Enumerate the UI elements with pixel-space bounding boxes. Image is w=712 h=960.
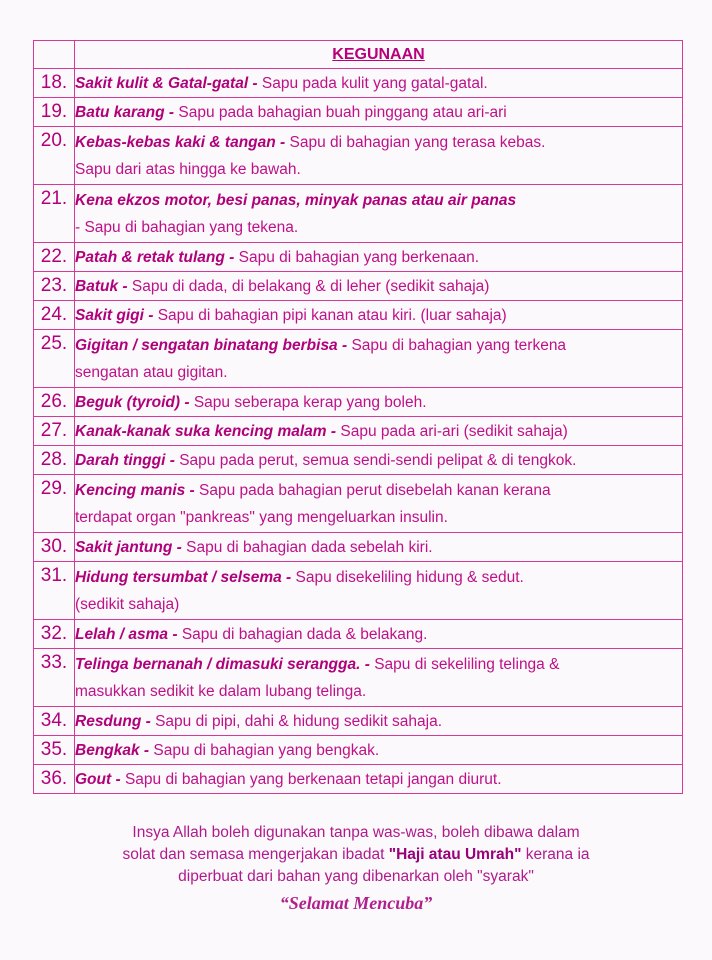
table-row: [34, 388, 683, 417]
row-number: 35.: [34, 736, 75, 765]
row-number: 31.: [34, 562, 75, 620]
footer-line-2: [0, 844, 712, 866]
table-row: [34, 330, 683, 388]
row-description: Sapu di sekeliling telinga &: [374, 655, 560, 673]
row-line-2: Sapu dari atas hingga ke bawah.: [75, 160, 301, 178]
row-line-1: [75, 70, 682, 97]
footer-line-2-bold: "Haji atau Umrah": [388, 846, 522, 863]
row-line-1: [75, 244, 682, 271]
row-description: Sapu di bahagian yang bengkak.: [153, 741, 380, 759]
row-line-1: [75, 389, 682, 416]
row-title: Kencing manis -: [75, 481, 195, 499]
row-number: 24.: [34, 301, 75, 330]
row-line-2: - Sapu di bahagian yang tekena.: [75, 218, 299, 236]
row-description: Sapu di bahagian dada sebelah kiri.: [186, 538, 433, 556]
motto: “Selamat Mencuba”: [279, 893, 433, 913]
row-content: [75, 185, 683, 243]
row-description: Sapu di bahagian yang terkena: [351, 336, 567, 354]
row-description: Sapu pada bahagian buah pinggang atau ari-ari: [178, 103, 507, 121]
row-title: Batu karang -: [75, 103, 175, 121]
row-content: [75, 330, 683, 388]
row-content: [75, 475, 683, 533]
row-line-1: [75, 477, 682, 504]
header-empty-cell: [34, 41, 75, 69]
row-description: Sapu seberapa kerap yang boleh.: [193, 393, 427, 411]
row-title: Lelah / asma -: [75, 625, 178, 643]
row-description: Sapu pada ari-ari (sedikit sahaja): [340, 422, 568, 440]
row-title: Batuk -: [75, 277, 128, 295]
row-title: Sakit kulit & Gatal-gatal -: [75, 74, 258, 92]
row-line-1: [75, 418, 682, 445]
row-content: [75, 765, 683, 794]
row-line-1: [75, 737, 682, 764]
row-description: Sapu disekeliling hidung & sedut.: [295, 568, 524, 586]
row-title: Hidung tersumbat / selsema -: [75, 568, 292, 586]
row-title: Sakit jantung -: [75, 538, 182, 556]
table-row: [34, 98, 683, 127]
row-number: 29.: [34, 475, 75, 533]
table-row: [34, 562, 683, 620]
row-line-1: [75, 99, 682, 126]
row-content: [75, 243, 683, 272]
row-number: 33.: [34, 649, 75, 707]
row-line-1: [75, 534, 682, 561]
row-number: 23.: [34, 272, 75, 301]
row-description: Sapu di bahagian pipi kanan atau kiri. (luar sahaja): [157, 306, 507, 324]
table-row: [34, 475, 683, 533]
row-title: Gout -: [75, 770, 121, 788]
row-title: Darah tinggi -: [75, 451, 175, 469]
row-content: [75, 446, 683, 475]
row-number: 34.: [34, 707, 75, 736]
row-line-1: [75, 187, 682, 214]
row-description: Sapu pada kulit yang gatal-gatal.: [261, 74, 488, 92]
row-title: Resdung -: [75, 712, 151, 730]
row-content: [75, 388, 683, 417]
row-title: Kanak-kanak suka kencing malam -: [75, 422, 337, 440]
row-title: Sakit gigi -: [75, 306, 154, 324]
table-row: [34, 272, 683, 301]
row-line-2: terdapat organ "pankreas" yang mengeluarkan insulin.: [75, 508, 448, 526]
table-row: [34, 533, 683, 562]
row-number: 26.: [34, 388, 75, 417]
row-number: 19.: [34, 98, 75, 127]
row-line-1: [75, 129, 682, 156]
row-content: [75, 707, 683, 736]
row-content: [75, 98, 683, 127]
table-row: [34, 620, 683, 649]
footer-line-2-text: solat dan semasa mengerjakan ibadat: [122, 846, 389, 863]
row-number: 21.: [34, 185, 75, 243]
kegunaan-table: [33, 40, 683, 794]
row-line-1: [75, 651, 682, 678]
row-description: Sapu pada bahagian perut disebelah kanan kerana: [199, 481, 551, 499]
footer-line-2-end: kerana ia: [521, 846, 590, 863]
row-line-1: [75, 302, 682, 329]
row-number: 28.: [34, 446, 75, 475]
row-number: 18.: [34, 69, 75, 98]
table-row: [34, 243, 683, 272]
row-title: Bengkak -: [75, 741, 150, 759]
table-row: [34, 736, 683, 765]
table-row: [34, 765, 683, 794]
row-content: [75, 533, 683, 562]
row-description: Sapu di pipi, dahi & hidung sedikit sahaja.: [155, 712, 443, 730]
row-title: Beguk (tyroid) -: [75, 393, 190, 411]
row-content: [75, 620, 683, 649]
footer-line-1: Insya Allah boleh digunakan tanpa was-was, boleh dibawa dalam: [132, 824, 580, 841]
row-content: [75, 562, 683, 620]
row-line-1: [75, 708, 682, 735]
row-description: Sapu di bahagian yang berkenaan.: [238, 248, 480, 266]
row-number: 20.: [34, 127, 75, 185]
row-description: Sapu di bahagian yang terasa kebas.: [289, 133, 546, 151]
row-line-2: (sedikit sahaja): [75, 595, 180, 613]
row-number: 30.: [34, 533, 75, 562]
table-row: [34, 301, 683, 330]
row-line-1: [75, 332, 682, 359]
row-title: Kena ekzos motor, besi panas, minyak panas atau air panas: [75, 191, 517, 209]
table-row: [34, 417, 683, 446]
table-body: [34, 69, 683, 794]
row-number: 32.: [34, 620, 75, 649]
row-line-1: [75, 447, 682, 474]
row-line-1: [75, 564, 682, 591]
row-line-2: sengatan atau gigitan.: [75, 363, 228, 381]
row-title: Gigitan / sengatan binatang berbisa -: [75, 336, 348, 354]
row-number: 25.: [34, 330, 75, 388]
row-line-1: [75, 766, 682, 793]
row-description: Sapu pada perut, semua sendi-sendi pelipat & di tengkok.: [179, 451, 577, 469]
row-title: Patah & retak tulang -: [75, 248, 235, 266]
row-content: [75, 69, 683, 98]
row-content: [75, 301, 683, 330]
row-number: 36.: [34, 765, 75, 794]
row-description: Sapu di bahagian dada & belakang.: [181, 625, 428, 643]
table-row: [34, 185, 683, 243]
row-content: [75, 417, 683, 446]
footer-line-3: diperbuat dari bahan yang dibenarkan oleh "syarak": [178, 868, 534, 885]
row-description: Sapu di bahagian yang berkenaan tetapi jangan diurut.: [124, 770, 502, 788]
row-line-1: [75, 621, 682, 648]
row-number: 27.: [34, 417, 75, 446]
row-title: Kebas-kebas kaki & tangan -: [75, 133, 286, 151]
footer-note: [0, 822, 712, 888]
table-row: [34, 707, 683, 736]
row-description: Sapu di dada, di belakang & di leher (sedikit sahaja): [131, 277, 490, 295]
table-row: [34, 69, 683, 98]
table-header: KEGUNAAN: [75, 41, 683, 69]
row-content: [75, 736, 683, 765]
row-content: [75, 649, 683, 707]
row-line-1: [75, 273, 682, 300]
table-row: [34, 649, 683, 707]
row-content: [75, 127, 683, 185]
row-line-2: masukkan sedikit ke dalam lubang telinga.: [75, 682, 367, 700]
row-number: 22.: [34, 243, 75, 272]
table-row: [34, 446, 683, 475]
row-content: [75, 272, 683, 301]
table-row: [34, 127, 683, 185]
row-title: Telinga bernanah / dimasuki serangga. -: [75, 655, 370, 673]
